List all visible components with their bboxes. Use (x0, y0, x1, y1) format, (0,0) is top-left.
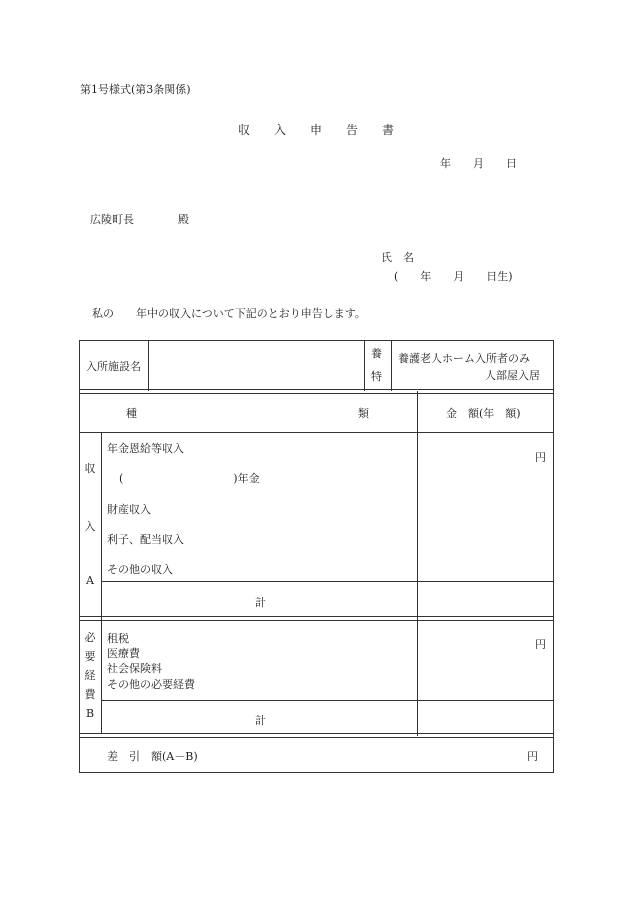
type-text-line-1: 養護老人ホーム入所者のみ (398, 352, 530, 365)
income-yen-unit: 円 (535, 451, 546, 464)
income-item-pension: 年金恩給等収入 (107, 442, 184, 455)
expense-amount-field[interactable] (418, 620, 553, 699)
expense-side-char-1: 必 (84, 631, 96, 644)
date-line: 年 月 日 (440, 157, 517, 170)
income-subtotal-field[interactable] (418, 582, 553, 616)
intro-statement: 私の 年中の収入について下記のとおり申告します。 (92, 307, 366, 320)
income-amount-field[interactable] (418, 433, 553, 580)
type-char-yo: 養 (371, 347, 382, 360)
income-side-char-2: 入 (84, 520, 96, 533)
amount-header: 金 額(年 額) (446, 407, 521, 420)
form-number: 第1号様式(第3条関係) (80, 83, 191, 96)
expense-side-char-2: 要 (84, 650, 96, 663)
expense-subtotal-label: 計 (255, 714, 266, 727)
addressee: 広陵町長 殿 (90, 213, 189, 226)
name-label: 氏 名 (381, 251, 414, 264)
facility-name-field[interactable] (149, 341, 363, 389)
income-item-other: その他の収入 (107, 563, 173, 576)
kind-header-1: 種 (126, 407, 137, 420)
expense-item-medical: 医療費 (107, 647, 140, 660)
type-char-toku: 特 (371, 370, 382, 383)
income-side-char-3: A (86, 574, 94, 587)
expense-item-tax: 租税 (107, 632, 129, 645)
difference-amount-field[interactable] (250, 737, 520, 771)
expense-item-social-insurance: 社会保険料 (107, 662, 162, 675)
difference-yen-unit: 円 (527, 750, 538, 763)
facility-name-label: 入所施設名 (86, 360, 141, 373)
difference-label: 差 引 額(A－B) (107, 750, 198, 763)
expense-yen-unit: 円 (535, 638, 546, 651)
type-text-line-2: 人部屋入居 (485, 369, 540, 382)
expense-side-char-4: 費 (84, 688, 96, 701)
income-item-interest: 利子、配当収入 (107, 533, 184, 546)
expense-item-other: その他の必要経費 (107, 678, 195, 691)
income-side-char-1: 収 (84, 462, 96, 475)
expense-side-char-5: B (85, 707, 95, 720)
kind-header-2: 類 (358, 407, 369, 420)
expense-subtotal-field[interactable] (418, 701, 553, 733)
income-subtotal-label: 計 (255, 596, 266, 609)
birth-line: ( 年 月 日生) (394, 270, 513, 283)
expense-side-char-3: 経 (84, 669, 96, 682)
income-item-other-pension: ( )年金 (119, 472, 260, 485)
document-title: 収 入 申 告 書 (238, 123, 395, 137)
income-item-property: 財産収入 (107, 503, 151, 516)
